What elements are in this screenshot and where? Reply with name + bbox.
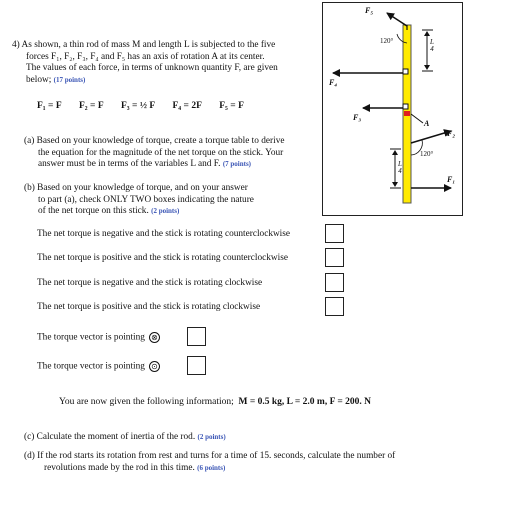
part-a: [24, 136, 324, 171]
option-label: The net torque is positive and the stick is rotating clockwise: [37, 302, 261, 312]
rod-diagram: [322, 2, 463, 216]
part-d-line: revolutions made by the rod in this time.: [44, 462, 195, 473]
vector-in-label: The torque vector is pointing: [37, 332, 145, 343]
option-4-checkbox[interactable]: [325, 297, 344, 316]
intro-line: 4) As shown, a thin rod of mass M and length L is subjected to the five: [12, 40, 276, 50]
option-2-checkbox[interactable]: [325, 248, 344, 267]
given-values: M = 0.5 kg, L = 2.0 m, F = 200. N: [238, 397, 372, 407]
intro-line: The values of each force, in terms of unknown quantity F, are given: [26, 63, 278, 73]
part-b-line: of the net torque on this stick.: [38, 206, 149, 216]
angle-top-label: 120°: [380, 37, 394, 45]
points-label: (17 points): [53, 75, 86, 84]
f3-point: [403, 104, 408, 109]
part-a-line: (a) Based on your knowledge of torque, create a torque table to derive: [24, 136, 285, 146]
dim-arrowhead: [392, 150, 398, 155]
force-f4: F₄ = 2F: [172, 101, 202, 111]
vector-out-row: [37, 361, 160, 372]
problem-intro: [12, 40, 312, 86]
axis-pointer: [411, 114, 423, 123]
vector-in-row: [37, 332, 160, 343]
rod-diagram-svg: [323, 3, 461, 214]
dim-arrowhead: [424, 31, 430, 36]
f3-label: F₃: [353, 113, 362, 122]
given-prefix: You are now given the following information;: [59, 397, 234, 407]
dim-arrowhead: [424, 65, 430, 70]
option-3-checkbox[interactable]: [325, 273, 344, 292]
part-c-text: (c) Calculate the moment of inertia of the rod.: [24, 432, 196, 442]
part-a-line: answer must be in terms of the variables L and F.: [38, 159, 221, 169]
f5-arrow: [387, 13, 407, 26]
axis-marker: [404, 111, 410, 116]
f2-label: F₂: [447, 129, 456, 138]
f5-label: F₅: [365, 6, 374, 15]
out-of-page-icon: ⊙: [149, 361, 160, 372]
vector-in-checkbox[interactable]: [187, 327, 206, 346]
angle-mid-label: 120°: [420, 150, 434, 158]
f1-label: F₁: [447, 175, 456, 184]
part-b: [24, 183, 324, 218]
vector-out-checkbox[interactable]: [187, 356, 206, 375]
given-info: [59, 397, 371, 407]
force-values: [37, 101, 259, 111]
force-f5: F₅ = F: [219, 101, 244, 111]
f4-point: [403, 69, 408, 74]
intro-line: forces F₁, F₂, F₃, F₄ and F₅ has an axis of rotation A at its center.: [26, 51, 265, 62]
part-d: [24, 451, 484, 474]
f2-arrow: [411, 131, 451, 143]
option-label: The net torque is negative and the stick is rotating clockwise: [37, 278, 263, 288]
length-bottom-den: 4: [398, 167, 402, 175]
f4-label: F₄: [329, 78, 338, 87]
part-d-line: (d) If the rod starts its rotation from rest and turns for a time of 15. seconds, calculate the number of: [24, 451, 396, 461]
length-bottom-num: L: [398, 160, 402, 168]
into-page-icon: ⊗: [149, 332, 160, 343]
force-f2: F₂ = F: [79, 101, 104, 111]
length-bottom-label: [398, 161, 402, 175]
option-label: The net torque is negative and the stick is rotating counterclockwise: [37, 229, 291, 239]
part-b-line: to part (a), check ONLY TWO boxes indicating the nature: [38, 194, 254, 205]
points-label: (6 points): [197, 463, 226, 472]
part-c: [24, 432, 226, 444]
force-f3: F₃ = ½ F: [121, 101, 156, 111]
intro-line: below;: [26, 74, 52, 85]
axis-label: A: [424, 119, 430, 128]
length-top-num: L: [430, 38, 434, 46]
part-a-line: the equation for the magnitude of the net torque on the stick. Your: [38, 147, 284, 158]
length-top-label: [430, 39, 434, 53]
option-1-checkbox[interactable]: [325, 224, 344, 243]
part-b-line: (b) Based on your knowledge of torque, and on your answer: [24, 183, 248, 193]
points-label: (7 points): [222, 160, 252, 168]
points-label: (2 points): [151, 207, 180, 215]
length-top-den: 4: [430, 45, 434, 53]
vector-out-label: The torque vector is pointing: [37, 361, 145, 372]
points-label: (2 points): [197, 433, 226, 441]
option-label: The net torque is positive and the stick is rotating counterclockwise: [37, 253, 288, 263]
dim-arrowhead: [392, 182, 398, 187]
force-f1: F₁ = F: [37, 101, 62, 111]
